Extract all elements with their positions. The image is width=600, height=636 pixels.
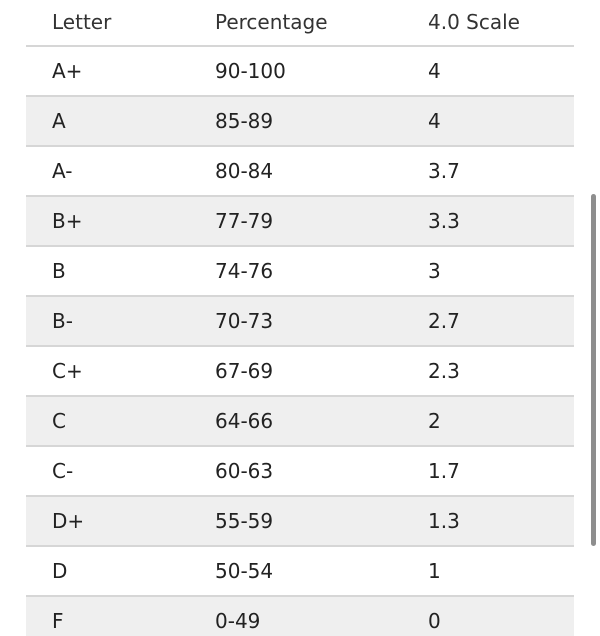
cell-scale: 3.3 — [402, 196, 574, 246]
cell-letter: A- — [26, 146, 189, 196]
cell-letter: C- — [26, 446, 189, 496]
table-row — [26, 296, 574, 346]
table-row — [26, 146, 574, 196]
cell-scale: 3 — [402, 246, 574, 296]
cell-percentage: 50-54 — [189, 546, 402, 596]
cell-scale: 2.7 — [402, 296, 574, 346]
cell-percentage: 80-84 — [189, 146, 402, 196]
table-row — [26, 446, 574, 496]
vertical-scrollbar[interactable] — [591, 194, 596, 546]
cell-percentage: 85-89 — [189, 96, 402, 146]
cell-letter: C — [26, 396, 189, 446]
cell-scale: 2 — [402, 396, 574, 446]
cell-percentage: 64-66 — [189, 396, 402, 446]
cell-scale: 4 — [402, 96, 574, 146]
cell-scale: 1.3 — [402, 496, 574, 546]
cell-letter: B- — [26, 296, 189, 346]
table-row — [26, 96, 574, 146]
cell-percentage: 60-63 — [189, 446, 402, 496]
header-scale: 4.0 Scale — [402, 0, 574, 46]
cell-letter: A — [26, 96, 189, 146]
cell-percentage: 90-100 — [189, 46, 402, 96]
header-row — [26, 0, 574, 46]
table-header — [26, 0, 574, 46]
header-letter: Letter — [26, 0, 189, 46]
table-row — [26, 546, 574, 596]
cell-letter: F — [26, 596, 189, 636]
cell-percentage: 77-79 — [189, 196, 402, 246]
cell-scale: 1.7 — [402, 446, 574, 496]
cell-scale: 3.7 — [402, 146, 574, 196]
cell-letter: D+ — [26, 496, 189, 546]
table-row — [26, 246, 574, 296]
table-row — [26, 46, 574, 96]
cell-scale: 1 — [402, 546, 574, 596]
cell-letter: D — [26, 546, 189, 596]
header-percentage: Percentage — [189, 0, 402, 46]
cell-letter: B+ — [26, 196, 189, 246]
table-body — [26, 46, 574, 636]
table-row — [26, 196, 574, 246]
cell-percentage: 55-59 — [189, 496, 402, 546]
table-row — [26, 396, 574, 446]
table-row — [26, 496, 574, 546]
grade-scale-table — [26, 0, 574, 636]
cell-scale: 4 — [402, 46, 574, 96]
cell-percentage: 74-76 — [189, 246, 402, 296]
cell-letter: C+ — [26, 346, 189, 396]
cell-percentage: 0-49 — [189, 596, 402, 636]
cell-percentage: 70-73 — [189, 296, 402, 346]
cell-percentage: 67-69 — [189, 346, 402, 396]
cell-letter: A+ — [26, 46, 189, 96]
table-row — [26, 346, 574, 396]
cell-letter: B — [26, 246, 189, 296]
cell-scale: 0 — [402, 596, 574, 636]
cell-scale: 2.3 — [402, 346, 574, 396]
table-row — [26, 596, 574, 636]
